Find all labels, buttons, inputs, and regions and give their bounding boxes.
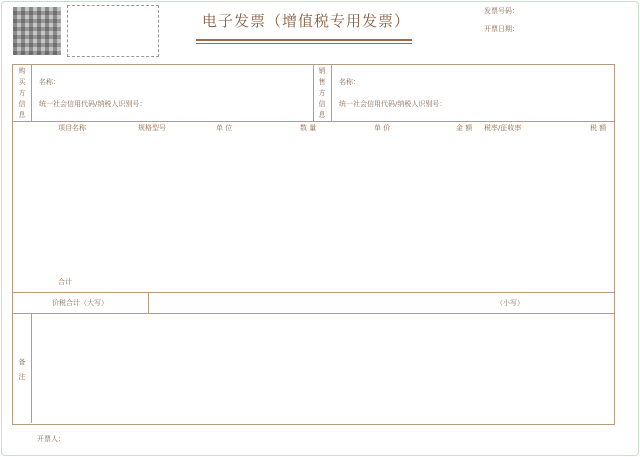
col-unit: 单 位 xyxy=(216,124,233,132)
sum-upper-label: 价税合计（大写） xyxy=(52,299,108,307)
sum-lower-label: （小写） xyxy=(496,299,524,307)
title-underline-thin xyxy=(196,43,412,44)
stamp-placeholder xyxy=(67,5,159,57)
col-unit-price: 单 价 xyxy=(374,124,391,132)
col-amount: 金 额 xyxy=(456,124,473,132)
title-underline xyxy=(196,39,412,41)
buyer-name-label: 名称： xyxy=(39,78,60,86)
seller-side-divider xyxy=(331,64,332,121)
remarks-side-divider xyxy=(31,313,32,423)
invoice-date-label: 开票日期： xyxy=(484,25,519,33)
seller-side-label: 销 售 方 信 息 xyxy=(318,67,326,119)
buyer-side-divider xyxy=(31,64,32,121)
col-tax: 税 额 xyxy=(590,124,607,132)
items-bottom-line xyxy=(12,292,614,293)
col-quantity: 数 量 xyxy=(300,124,317,132)
drawer-label: 开票人： xyxy=(37,435,65,443)
invoice-number-label: 发票号码： xyxy=(484,7,519,15)
buyer-seller-bottom-line xyxy=(12,121,614,122)
remarks-side-label: 备 注 xyxy=(18,358,26,381)
buyer-side-label: 购 买 方 信 息 xyxy=(18,67,26,119)
col-spec: 规格型号 xyxy=(138,124,166,132)
sum-bottom-line xyxy=(12,313,614,314)
qr-code xyxy=(13,7,61,55)
sum-divider xyxy=(148,292,149,313)
invoice-title: 电子发票（增值税专用发票） xyxy=(201,12,410,30)
items-total-label: 合计 xyxy=(58,278,72,286)
seller-name-label: 名称： xyxy=(339,78,360,86)
buyer-seller-divider xyxy=(313,64,314,121)
seller-tax-id-label: 统一社会信用代码/纳税人识别号： xyxy=(339,100,447,108)
col-tax-rate: 税率/征收率 xyxy=(484,124,522,132)
buyer-tax-id-label: 统一社会信用代码/纳税人识别号： xyxy=(39,100,147,108)
col-item-name: 项目名称 xyxy=(58,124,86,132)
